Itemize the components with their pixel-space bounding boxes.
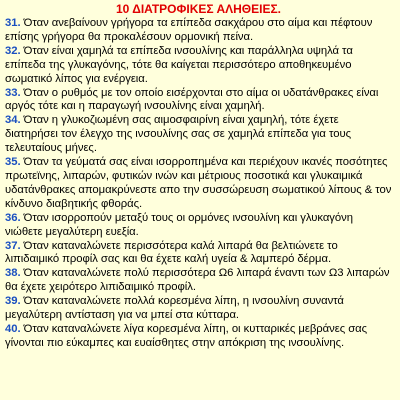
fact-text: Όταν καταναλώνετε πολλά κορεσμένα λίπη, η ινσουλίνη συναντά μεγαλύτερη αντίσταση για να μπεί στα κύτταρα. — [5, 295, 344, 322]
fact-number: 38. — [5, 267, 21, 280]
fact-item — [5, 17, 392, 45]
fact-item — [5, 45, 392, 87]
fact-number: 40. — [5, 322, 21, 335]
fact-item — [5, 240, 392, 268]
fact-text: Όταν ο ρυθμός με τον οποίο εισέρχονται στο αίμα οι υδατάνθρακες είναι αργός τότε και η παραγωγή ινσουλίνης είναι χαμηλή. — [5, 86, 379, 113]
fact-number: 34. — [5, 114, 21, 127]
page-title: 10 ΔΙΑΤΡΟΦΙΚΕΣ ΑΛΗΘΕΙΕΣ. — [115, 2, 282, 16]
fact-number: 31. — [5, 17, 21, 29]
fact-text: Όταν ισορροπούν μεταξύ τους οι ορμόνες ινσουλίνη και γλυκαγόνη νιώθετε μεγαλύτερη ευεξία. — [5, 211, 353, 238]
fact-number: 36. — [5, 211, 21, 224]
fact-text: Όταν καταναλώνετε περισσότερα καλά λιπαρά θα βελτιώνετε το λιπιδαιμικό προφίλ σας και θα έχετε καλή υγεία & λαμπερό δέρμα. — [5, 239, 338, 266]
fact-text: Όταν είναι χαμηλά τα επίπεδα ινσουλίνης και παράλληλα υψηλά τα επίπεδα της γλυκαγόνης, τότε θα καίγεται περισσότερο αποθηκευμένο σωματικό λίπος για ενέργεια. — [5, 44, 353, 85]
fact-item — [5, 323, 392, 351]
fact-number: 39. — [5, 295, 21, 308]
fact-item — [5, 114, 392, 156]
fact-text: Όταν ανεβαίνουν γρήγορα τα επίπεδα σακχάρου στο αίμα και πέφτουν επίσης γρήγορα θα προκαλέσουν ορμονική πείνα. — [5, 17, 373, 43]
fact-number: 37. — [5, 239, 21, 252]
fact-number: 33. — [5, 86, 21, 99]
fact-text: Όταν καταναλώνετε λίγα κορεσμένα λίπη, οι κυτταρικές μεβράνες σας γίνονται πιο εύκαμπες και ευαίσθητες στην απόκριση της ινσουλίνης. — [5, 322, 368, 349]
fact-item — [5, 295, 392, 323]
fact-number: 32. — [5, 44, 21, 57]
fact-text: Όταν καταναλώνετε πολύ περισσότερα Ω6 λιπαρά έναντι των Ω3 λιπαρών θα έχετε χειρότερο λιπιδαιμικό προφίλ. — [5, 267, 390, 294]
facts-list — [5, 17, 392, 351]
fact-item — [5, 87, 392, 115]
fact-item — [5, 156, 392, 212]
fact-number: 35. — [5, 156, 21, 169]
fact-text: Όταν τα γεύματά σας είναι ισορροπημένα και περιέχουν ικανές ποσότητες πρωτεϊνης, λιπαρών, φυτικών ινών και μέτριους ποσοτικά και γλυκαιμικά υδατάνθρακες απομακρύνεστε απο την συσσώρευση σωματικού λίπους & τον κίνδυνο διαβητικής φθοράς. — [5, 156, 392, 210]
fact-item — [5, 212, 392, 240]
fact-item — [5, 267, 392, 295]
fact-text: Όταν η γλυκοζιωμένη σας αιμοσφαιρίνη είναι χαμηλή, τότε έχετε διατηρήσει τον έλεγχο της ινσουλίνης σας σε χαμηλά επίπεδα για τους τελευταίους μήνες. — [5, 114, 351, 155]
